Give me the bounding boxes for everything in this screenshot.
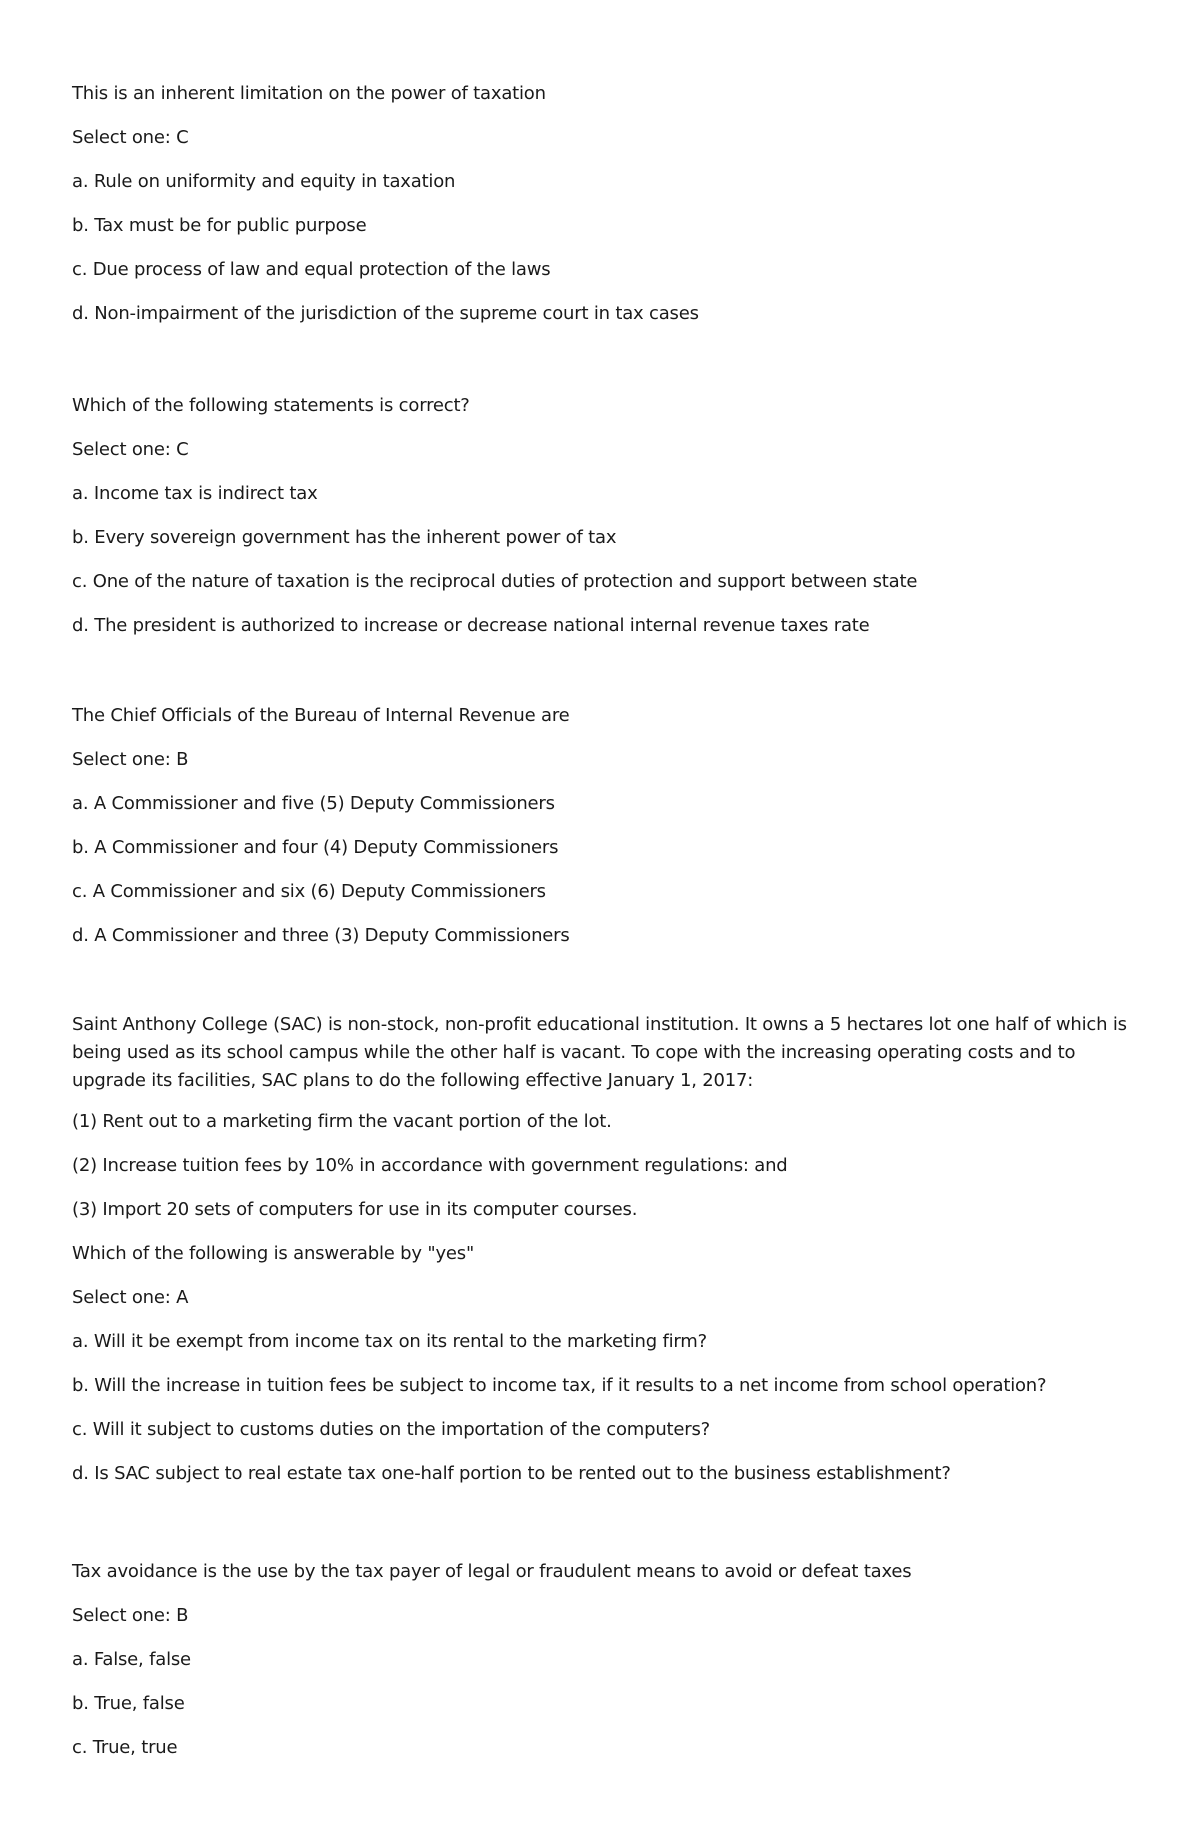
question-block-2 bbox=[72, 395, 1132, 659]
option-b: b. Will the increase in tuition fees be subject to income tax, if it results to a net income from school operation? bbox=[72, 1375, 1047, 1396]
option-b: b. A Commissioner and four (4) Deputy Commissioners bbox=[72, 837, 559, 858]
option-d: d. Non-impairment of the jurisdiction of the supreme court in tax cases bbox=[72, 303, 699, 324]
option-b: b. Tax must be for public purpose bbox=[72, 215, 367, 236]
option-d: d. The president is authorized to increase or decrease national internal revenue taxes rate bbox=[72, 615, 870, 636]
question-text: This is an inherent limitation on the power of taxation bbox=[72, 83, 546, 104]
question-block-5 bbox=[72, 1561, 1132, 1781]
question-text: Which of the following is answerable by "yes" bbox=[72, 1243, 475, 1264]
option-c: c. One of the nature of taxation is the reciprocal duties of protection and support between state bbox=[72, 571, 918, 592]
question-text: Tax avoidance is the use by the tax payer of legal or fraudulent means to avoid or defeat taxes bbox=[72, 1561, 912, 1582]
selected-answer: Select one: C bbox=[72, 127, 189, 148]
option-a: a. Income tax is indirect tax bbox=[72, 483, 318, 504]
option-d: d. A Commissioner and three (3) Deputy Commissioners bbox=[72, 925, 570, 946]
question-text: Which of the following statements is correct? bbox=[72, 395, 470, 416]
question-intro-paragraph: Saint Anthony College (SAC) is non-stock, non-profit educational institution. It owns a 5 hectares lot one half of which is being used as its school campus while the other half is vacant. To cope with the increasing operating costs and to upgrade its facilities, SAC plans to do the following effective January 1, 2017: bbox=[72, 1014, 1127, 1091]
option-a: a. False, false bbox=[72, 1649, 191, 1670]
option-a: a. A Commissioner and five (5) Deputy Commissioners bbox=[72, 793, 555, 814]
selected-answer: Select one: A bbox=[72, 1287, 189, 1308]
option-a: a. Will it be exempt from income tax on its rental to the marketing firm? bbox=[72, 1331, 707, 1352]
selected-answer: Select one: B bbox=[72, 1605, 189, 1626]
option-c: c. Will it subject to customs duties on the importation of the computers? bbox=[72, 1419, 710, 1440]
question-block-1 bbox=[72, 83, 1132, 347]
option-c: c. True, true bbox=[72, 1737, 178, 1758]
option-c: c. Due process of law and equal protection of the laws bbox=[72, 259, 551, 280]
option-d: d. Is SAC subject to real estate tax one-half portion to be rented out to the business establishment? bbox=[72, 1463, 951, 1484]
option-b: b. True, false bbox=[72, 1693, 185, 1714]
option-b: b. Every sovereign government has the inherent power of tax bbox=[72, 527, 617, 548]
plan-item-2: (2) Increase tuition fees by 10% in accordance with government regulations: and bbox=[72, 1155, 788, 1176]
plan-item-1: (1) Rent out to a marketing firm the vacant portion of the lot. bbox=[72, 1111, 612, 1132]
plan-item-3: (3) Import 20 sets of computers for use in its computer courses. bbox=[72, 1199, 638, 1220]
question-block-4 bbox=[72, 1011, 1132, 1507]
option-c: c. A Commissioner and six (6) Deputy Commissioners bbox=[72, 881, 546, 902]
question-text: The Chief Officials of the Bureau of Internal Revenue are bbox=[72, 705, 570, 726]
option-a: a. Rule on uniformity and equity in taxation bbox=[72, 171, 456, 192]
selected-answer: Select one: C bbox=[72, 439, 189, 460]
selected-answer: Select one: B bbox=[72, 749, 189, 770]
question-block-3 bbox=[72, 705, 1132, 969]
